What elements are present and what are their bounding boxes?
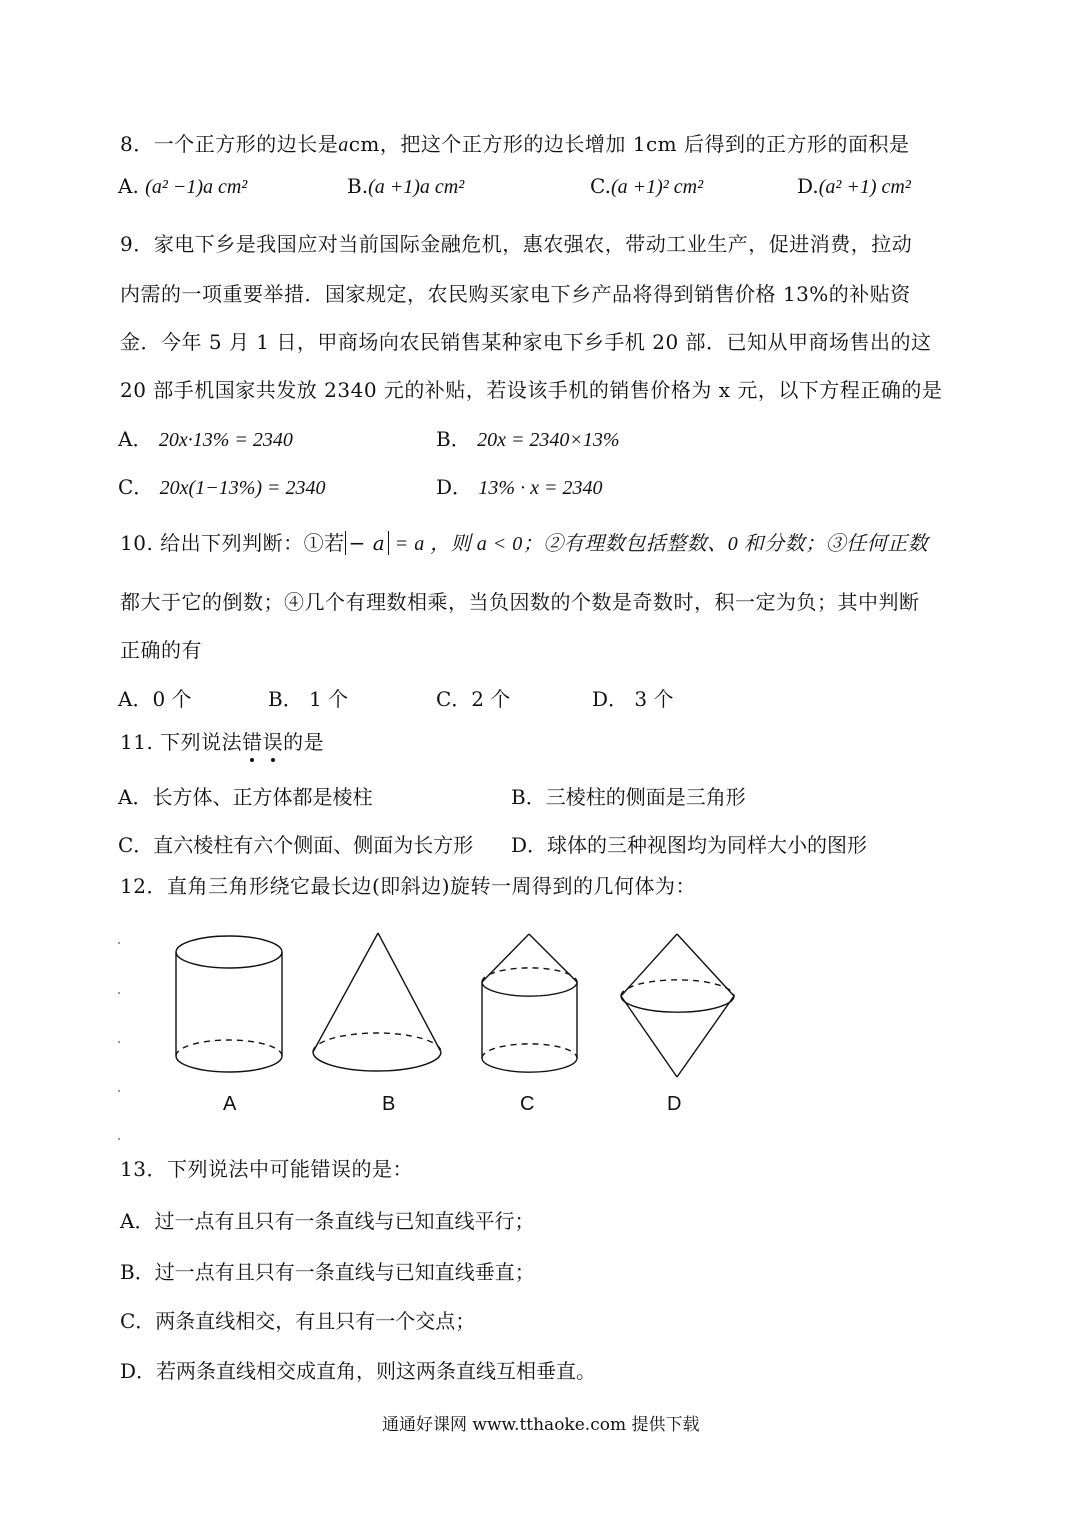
q10-line-3: 正确的有: [120, 638, 202, 662]
q11-option-b: B．三棱柱的侧面是三角形: [511, 785, 746, 809]
absolute-value: − a: [345, 531, 390, 555]
q8-option-b: B.(a +1)a cm²: [347, 174, 465, 198]
emphasis-dot: 误: [262, 730, 284, 754]
q8-option-a: A. (a² −1)a cm²: [118, 174, 248, 198]
q9-option-c: C． 20x(1−13%) = 2340: [118, 475, 326, 499]
figure-label-a: A: [223, 1093, 237, 1115]
q9-option-d: D． 13% · x = 2340: [436, 475, 603, 499]
q10-option-b: B． 1 个: [268, 687, 349, 711]
cone-icon: [313, 933, 441, 1071]
q11-option-a: A．长方体、正方体都是棱柱: [118, 785, 373, 809]
q12-stem: 12．直角三角形绕它最长边(即斜边)旋转一周得到的几何体为：: [120, 874, 697, 898]
q13-option-d: D．若两条直线相交成直角，则这两条直线互相垂直。: [120, 1359, 597, 1383]
q8-option-d: D.(a² +1) cm²: [797, 174, 911, 198]
q9-line-1: 9．家电下乡是我国应对当前国际金融危机，惠农强农，带动工业生产，促进消费，拉动: [120, 232, 913, 256]
q13-stem: 13．下列说法中可能错误的是：: [120, 1157, 413, 1181]
q9-option-a: A． 20x·13% = 2340: [118, 427, 293, 451]
q8-option-c: C.(a +1)² cm²: [590, 174, 704, 198]
double-cone-icon: [621, 934, 734, 1077]
q13-option-b: B．过一点有且只有一条直线与已知直线垂直；: [120, 1260, 535, 1284]
q13-option-a: A．过一点有且只有一条直线与已知直线平行；: [120, 1209, 535, 1233]
page-footer: 通通好课网 www.tthaoke.com 提供下载: [382, 1415, 700, 1435]
q9-option-b: B． 20x = 2340×13%: [436, 427, 620, 451]
q8-stem: 8．一个正方形的边长是acm，把这个正方形的边长增加 1cm 后得到的正方形的面积是: [120, 132, 910, 156]
q9-line-3: 金．今年 5 月 1 日，甲商场向农民销售某种家电下乡手机 20 部．已知从甲商场售出的这: [120, 330, 932, 354]
q10-option-a: A．0 个: [118, 687, 192, 711]
q10-line-2: 都大于它的倒数；④几个有理数相乘，当负因数的个数是奇数时，积一定为负；其中判断: [120, 590, 920, 614]
cone-on-cylinder-icon: [482, 934, 577, 1072]
q10-option-d: D． 3 个: [592, 687, 674, 711]
emphasis-dot: 错: [242, 730, 263, 754]
q11-option-c: C．直六棱柱有六个侧面、侧面为长方形: [118, 833, 474, 857]
q13-option-c: C．两条直线相交，有且只有一个交点；: [120, 1309, 476, 1333]
figure-label-d: D: [667, 1093, 682, 1115]
cylinder-icon: [176, 936, 282, 1072]
q9-line-2: 内需的一项重要举措．国家规定，农民购买家电下乡产品将得到销售价格 13%的补贴资: [120, 282, 911, 306]
q9-line-4: 20 部手机国家共发放 2340 元的补贴，若设该手机的销售价格为 x 元，以下方程正确的是: [120, 378, 943, 402]
figure-label-c: C: [520, 1093, 535, 1115]
figure-label-b: B: [382, 1093, 396, 1115]
q10-line-1: 10. 给出下列判断：①若 − a = a ，则 a < 0；②有理数包括整数、0 和分数；③任何正数: [120, 531, 929, 555]
q10-option-c: C．2 个: [436, 687, 511, 711]
q11-stem: 11. 下列说法错误的是: [120, 730, 325, 754]
q11-option-d: D．球体的三种视图均为同样大小的图形: [511, 833, 868, 857]
